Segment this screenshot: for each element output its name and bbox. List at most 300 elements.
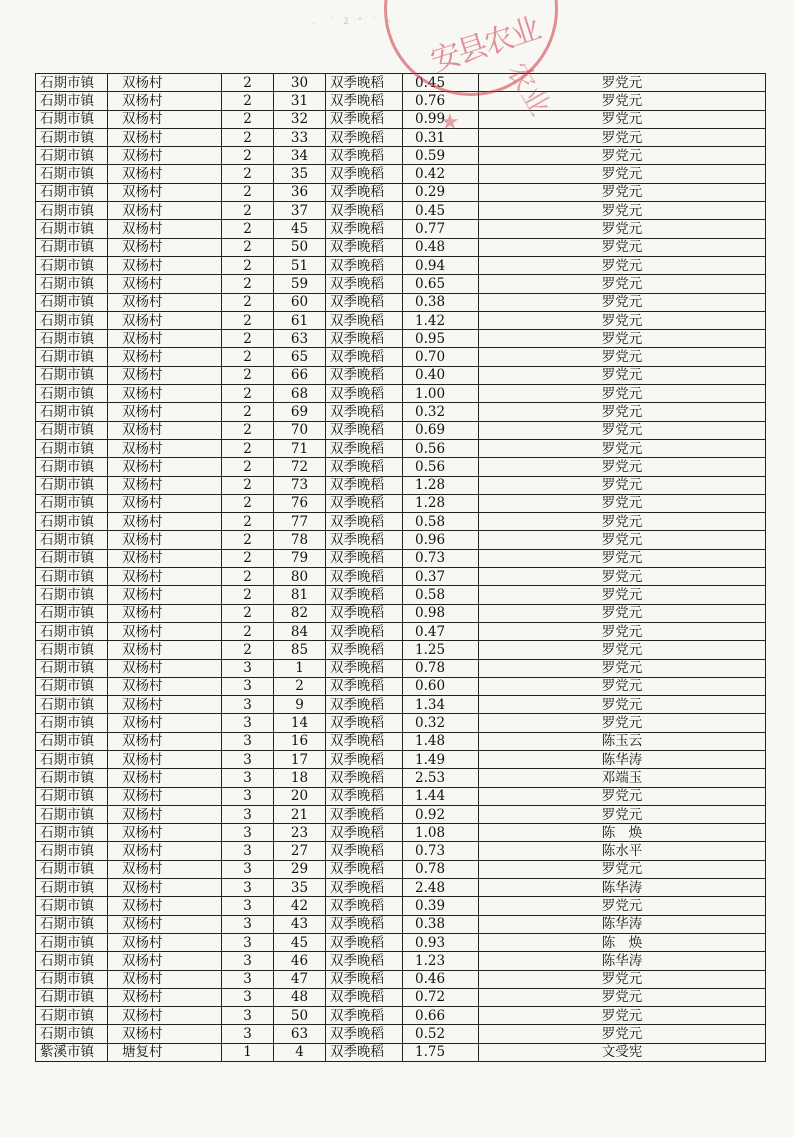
crop-type-cell: 双季晚稻 [326, 476, 403, 494]
crop-type-cell: 双季晚稻 [326, 494, 403, 512]
table-row [36, 732, 766, 750]
crop-type-cell: 双季晚稻 [326, 641, 403, 659]
owner-name-cell: 罗党元 [479, 403, 766, 421]
group-cell: 2 [222, 531, 274, 549]
village-cell: 双杨村 [108, 220, 222, 238]
area-cell: 0.77 [403, 220, 479, 238]
village-cell: 双杨村 [108, 275, 222, 293]
group-cell: 2 [222, 586, 274, 604]
plot-number-cell: 42 [274, 897, 326, 915]
table-row [36, 787, 766, 805]
owner-name-cell: 罗党元 [479, 860, 766, 878]
town-cell: 石期市镇 [36, 824, 108, 842]
town-cell: 石期市镇 [36, 421, 108, 439]
plot-number-cell: 16 [274, 732, 326, 750]
table-row [36, 385, 766, 403]
plot-number-cell: 36 [274, 183, 326, 201]
owner-name-cell: 罗党元 [479, 110, 766, 128]
area-cell: 0.99 [403, 110, 479, 128]
town-cell: 石期市镇 [36, 915, 108, 933]
plot-number-cell: 9 [274, 696, 326, 714]
owner-name-cell: 罗党元 [479, 659, 766, 677]
table-row [36, 970, 766, 988]
owner-name-cell: 罗党元 [479, 641, 766, 659]
town-cell: 紫溪市镇 [36, 1043, 108, 1061]
owner-name-cell: 罗党元 [479, 293, 766, 311]
crop-type-cell: 双季晚稻 [326, 915, 403, 933]
village-cell: 双杨村 [108, 366, 222, 384]
table-row [36, 915, 766, 933]
plot-number-cell: 79 [274, 549, 326, 567]
owner-name-cell: 罗党元 [479, 147, 766, 165]
group-cell: 3 [222, 1007, 274, 1025]
table-row [36, 641, 766, 659]
owner-name-cell: 罗党元 [479, 476, 766, 494]
table-row [36, 988, 766, 1006]
table-row [36, 696, 766, 714]
table-row [36, 622, 766, 640]
area-cell: 0.47 [403, 622, 479, 640]
table-row [36, 531, 766, 549]
table-row [36, 1007, 766, 1025]
plot-number-cell: 59 [274, 275, 326, 293]
group-cell: 2 [222, 348, 274, 366]
town-cell: 石期市镇 [36, 732, 108, 750]
town-cell: 石期市镇 [36, 641, 108, 659]
crop-type-cell: 双季晚稻 [326, 348, 403, 366]
town-cell: 石期市镇 [36, 860, 108, 878]
crop-type-cell: 双季晚稻 [326, 311, 403, 329]
group-cell: 3 [222, 915, 274, 933]
town-cell: 石期市镇 [36, 74, 108, 92]
owner-name-cell: 罗党元 [479, 677, 766, 695]
plot-number-cell: 17 [274, 750, 326, 768]
table-row [36, 238, 766, 256]
group-cell: 3 [222, 714, 274, 732]
town-cell: 石期市镇 [36, 385, 108, 403]
area-cell: 2.53 [403, 769, 479, 787]
owner-name-cell: 罗党元 [479, 568, 766, 586]
table-row [36, 897, 766, 915]
plot-number-cell: 85 [274, 641, 326, 659]
table-row [36, 1025, 766, 1043]
seal-text-secondary: 农业 [500, 56, 558, 122]
area-cell: 0.56 [403, 458, 479, 476]
plot-number-cell: 45 [274, 933, 326, 951]
village-cell: 双杨村 [108, 385, 222, 403]
table-row [36, 513, 766, 531]
town-cell: 石期市镇 [36, 933, 108, 951]
crop-registry-table [35, 73, 766, 1062]
owner-name-cell: 罗党元 [479, 787, 766, 805]
area-cell: 0.40 [403, 366, 479, 384]
village-cell: 双杨村 [108, 439, 222, 457]
plot-number-cell: 37 [274, 202, 326, 220]
crop-type-cell: 双季晚稻 [326, 74, 403, 92]
plot-number-cell: 78 [274, 531, 326, 549]
seal-star-icon: ★ [440, 110, 460, 135]
town-cell: 石期市镇 [36, 238, 108, 256]
table-row [36, 842, 766, 860]
village-cell: 双杨村 [108, 293, 222, 311]
owner-name-cell: 罗党元 [479, 1025, 766, 1043]
town-cell: 石期市镇 [36, 513, 108, 531]
area-cell: 1.48 [403, 732, 479, 750]
town-cell: 石期市镇 [36, 202, 108, 220]
crop-type-cell: 双季晚稻 [326, 732, 403, 750]
group-cell: 3 [222, 1025, 274, 1043]
area-cell: 0.45 [403, 202, 479, 220]
plot-number-cell: 73 [274, 476, 326, 494]
village-cell: 双杨村 [108, 330, 222, 348]
town-cell: 石期市镇 [36, 696, 108, 714]
crop-type-cell: 双季晚稻 [326, 842, 403, 860]
village-cell: 双杨村 [108, 421, 222, 439]
group-cell: 3 [222, 659, 274, 677]
crop-type-cell: 双季晚稻 [326, 879, 403, 897]
plot-number-cell: 82 [274, 604, 326, 622]
village-cell: 双杨村 [108, 586, 222, 604]
town-cell: 石期市镇 [36, 256, 108, 274]
area-cell: 2.48 [403, 879, 479, 897]
plot-number-cell: 43 [274, 915, 326, 933]
plot-number-cell: 71 [274, 439, 326, 457]
plot-number-cell: 51 [274, 256, 326, 274]
crop-type-cell: 双季晚稻 [326, 366, 403, 384]
table-row [36, 860, 766, 878]
area-cell: 0.52 [403, 1025, 479, 1043]
crop-type-cell: 双季晚稻 [326, 256, 403, 274]
crop-type-cell: 双季晚稻 [326, 769, 403, 787]
table-row [36, 128, 766, 146]
village-cell: 双杨村 [108, 74, 222, 92]
owner-name-cell: 罗党元 [479, 1007, 766, 1025]
village-cell: 双杨村 [108, 915, 222, 933]
town-cell: 石期市镇 [36, 92, 108, 110]
table-row [36, 1043, 766, 1061]
village-cell: 双杨村 [108, 659, 222, 677]
crop-type-cell: 双季晚稻 [326, 1043, 403, 1061]
table-row [36, 348, 766, 366]
plot-number-cell: 14 [274, 714, 326, 732]
table-row [36, 421, 766, 439]
crop-type-cell: 双季晚稻 [326, 220, 403, 238]
crop-type-cell: 双季晚稻 [326, 1025, 403, 1043]
crop-type-cell: 双季晚稻 [326, 549, 403, 567]
plot-number-cell: 20 [274, 787, 326, 805]
table-row [36, 549, 766, 567]
group-cell: 2 [222, 183, 274, 201]
village-cell: 双杨村 [108, 879, 222, 897]
owner-name-cell: 罗党元 [479, 897, 766, 915]
crop-type-cell: 双季晚稻 [326, 952, 403, 970]
town-cell: 石期市镇 [36, 476, 108, 494]
area-cell: 0.96 [403, 531, 479, 549]
table-row [36, 202, 766, 220]
town-cell: 石期市镇 [36, 842, 108, 860]
plot-number-cell: 4 [274, 1043, 326, 1061]
plot-number-cell: 35 [274, 165, 326, 183]
owner-name-cell: 罗党元 [479, 275, 766, 293]
group-cell: 3 [222, 879, 274, 897]
group-cell: 2 [222, 568, 274, 586]
table-row [36, 92, 766, 110]
owner-name-cell: 罗党元 [479, 74, 766, 92]
town-cell: 石期市镇 [36, 750, 108, 768]
crop-type-cell: 双季晚稻 [326, 677, 403, 695]
owner-name-cell: 陈水平 [479, 842, 766, 860]
group-cell: 3 [222, 787, 274, 805]
group-cell: 2 [222, 110, 274, 128]
group-cell: 2 [222, 513, 274, 531]
town-cell: 石期市镇 [36, 348, 108, 366]
crop-type-cell: 双季晚稻 [326, 421, 403, 439]
area-cell: 0.46 [403, 970, 479, 988]
owner-name-cell: 陈 焕 [479, 824, 766, 842]
town-cell: 石期市镇 [36, 165, 108, 183]
town-cell: 石期市镇 [36, 970, 108, 988]
area-cell: 1.75 [403, 1043, 479, 1061]
group-cell: 2 [222, 330, 274, 348]
area-cell: 0.94 [403, 256, 479, 274]
crop-type-cell: 双季晚稻 [326, 897, 403, 915]
group-cell: 2 [222, 293, 274, 311]
village-cell: 双杨村 [108, 110, 222, 128]
plot-number-cell: 70 [274, 421, 326, 439]
plot-number-cell: 63 [274, 1025, 326, 1043]
table-row [36, 750, 766, 768]
group-cell: 2 [222, 366, 274, 384]
plot-number-cell: 21 [274, 805, 326, 823]
area-cell: 0.29 [403, 183, 479, 201]
area-cell: 0.45 [403, 74, 479, 92]
town-cell: 石期市镇 [36, 311, 108, 329]
village-cell: 双杨村 [108, 622, 222, 640]
owner-name-cell: 陈 焕 [479, 933, 766, 951]
crop-type-cell: 双季晚稻 [326, 714, 403, 732]
village-cell: 双杨村 [108, 311, 222, 329]
table-row [36, 769, 766, 787]
town-cell: 石期市镇 [36, 659, 108, 677]
area-cell: 1.28 [403, 494, 479, 512]
group-cell: 2 [222, 622, 274, 640]
owner-name-cell: 罗党元 [479, 970, 766, 988]
group-cell: 2 [222, 92, 274, 110]
crop-type-cell: 双季晚稻 [326, 330, 403, 348]
group-cell: 2 [222, 476, 274, 494]
crop-type-cell: 双季晚稻 [326, 659, 403, 677]
group-cell: 2 [222, 403, 274, 421]
town-cell: 石期市镇 [36, 1025, 108, 1043]
area-cell: 1.00 [403, 385, 479, 403]
crop-type-cell: 双季晚稻 [326, 531, 403, 549]
town-cell: 石期市镇 [36, 586, 108, 604]
scan-header-mark: 、 ` 2 ° ´ ~ [312, 17, 396, 27]
group-cell: 3 [222, 933, 274, 951]
plot-number-cell: 69 [274, 403, 326, 421]
village-cell: 双杨村 [108, 787, 222, 805]
table-row [36, 568, 766, 586]
table-row [36, 586, 766, 604]
plot-number-cell: 35 [274, 879, 326, 897]
group-cell: 1 [222, 1043, 274, 1061]
group-cell: 2 [222, 458, 274, 476]
plot-number-cell: 29 [274, 860, 326, 878]
village-cell: 双杨村 [108, 568, 222, 586]
group-cell: 2 [222, 74, 274, 92]
group-cell: 2 [222, 385, 274, 403]
group-cell: 2 [222, 147, 274, 165]
plot-number-cell: 18 [274, 769, 326, 787]
town-cell: 石期市镇 [36, 769, 108, 787]
group-cell: 2 [222, 604, 274, 622]
group-cell: 3 [222, 897, 274, 915]
table-row [36, 183, 766, 201]
village-cell: 双杨村 [108, 842, 222, 860]
owner-name-cell: 陈华涛 [479, 750, 766, 768]
group-cell: 2 [222, 311, 274, 329]
table-row [36, 659, 766, 677]
table-row [36, 256, 766, 274]
owner-name-cell: 罗党元 [479, 549, 766, 567]
town-cell: 石期市镇 [36, 531, 108, 549]
crop-type-cell: 双季晚稻 [326, 183, 403, 201]
area-cell: 1.25 [403, 641, 479, 659]
crop-type-cell: 双季晚稻 [326, 293, 403, 311]
area-cell: 0.65 [403, 275, 479, 293]
village-cell: 双杨村 [108, 92, 222, 110]
area-cell: 0.42 [403, 165, 479, 183]
crop-type-cell: 双季晚稻 [326, 568, 403, 586]
group-cell: 3 [222, 970, 274, 988]
town-cell: 石期市镇 [36, 805, 108, 823]
town-cell: 石期市镇 [36, 568, 108, 586]
town-cell: 石期市镇 [36, 494, 108, 512]
crop-type-cell: 双季晚稻 [326, 860, 403, 878]
area-cell: 0.59 [403, 147, 479, 165]
plot-number-cell: 34 [274, 147, 326, 165]
village-cell: 双杨村 [108, 1025, 222, 1043]
village-cell: 双杨村 [108, 696, 222, 714]
area-cell: 0.72 [403, 988, 479, 1006]
crop-type-cell: 双季晚稻 [326, 128, 403, 146]
plot-number-cell: 77 [274, 513, 326, 531]
group-cell: 3 [222, 824, 274, 842]
crop-type-cell: 双季晚稻 [326, 238, 403, 256]
owner-name-cell: 罗党元 [479, 202, 766, 220]
crop-type-cell: 双季晚稻 [326, 147, 403, 165]
village-cell: 双杨村 [108, 805, 222, 823]
area-cell: 1.49 [403, 750, 479, 768]
owner-name-cell: 罗党元 [479, 256, 766, 274]
owner-name-cell: 罗党元 [479, 311, 766, 329]
group-cell: 2 [222, 439, 274, 457]
village-cell: 双杨村 [108, 677, 222, 695]
village-cell: 双杨村 [108, 897, 222, 915]
village-cell: 双杨村 [108, 988, 222, 1006]
village-cell: 双杨村 [108, 256, 222, 274]
area-cell: 1.42 [403, 311, 479, 329]
village-cell: 双杨村 [108, 970, 222, 988]
table-row [36, 933, 766, 951]
owner-name-cell: 罗党元 [479, 622, 766, 640]
area-cell: 1.28 [403, 476, 479, 494]
plot-number-cell: 80 [274, 568, 326, 586]
village-cell: 双杨村 [108, 458, 222, 476]
area-cell: 0.73 [403, 549, 479, 567]
group-cell: 3 [222, 769, 274, 787]
owner-name-cell: 罗党元 [479, 220, 766, 238]
owner-name-cell: 陈华涛 [479, 879, 766, 897]
crop-type-cell: 双季晚稻 [326, 988, 403, 1006]
plot-number-cell: 72 [274, 458, 326, 476]
plot-number-cell: 48 [274, 988, 326, 1006]
village-cell: 双杨村 [108, 732, 222, 750]
area-cell: 0.60 [403, 677, 479, 695]
town-cell: 石期市镇 [36, 897, 108, 915]
group-cell: 2 [222, 165, 274, 183]
owner-name-cell: 罗党元 [479, 238, 766, 256]
owner-name-cell: 罗党元 [479, 183, 766, 201]
plot-number-cell: 76 [274, 494, 326, 512]
village-cell: 双杨村 [108, 403, 222, 421]
crop-type-cell: 双季晚稻 [326, 970, 403, 988]
owner-name-cell: 罗党元 [479, 385, 766, 403]
town-cell: 石期市镇 [36, 330, 108, 348]
plot-number-cell: 84 [274, 622, 326, 640]
plot-number-cell: 1 [274, 659, 326, 677]
owner-name-cell: 罗党元 [479, 988, 766, 1006]
area-cell: 0.78 [403, 659, 479, 677]
town-cell: 石期市镇 [36, 604, 108, 622]
plot-number-cell: 30 [274, 74, 326, 92]
village-cell: 双杨村 [108, 476, 222, 494]
town-cell: 石期市镇 [36, 714, 108, 732]
town-cell: 石期市镇 [36, 988, 108, 1006]
area-cell: 0.95 [403, 330, 479, 348]
plot-number-cell: 60 [274, 293, 326, 311]
owner-name-cell: 罗党元 [479, 805, 766, 823]
owner-name-cell: 邓端玉 [479, 769, 766, 787]
area-cell: 0.98 [403, 604, 479, 622]
table-row [36, 74, 766, 92]
plot-number-cell: 27 [274, 842, 326, 860]
area-cell: 0.93 [403, 933, 479, 951]
area-cell: 0.58 [403, 586, 479, 604]
crop-type-cell: 双季晚稻 [326, 750, 403, 768]
village-cell: 双杨村 [108, 183, 222, 201]
owner-name-cell: 罗党元 [479, 330, 766, 348]
village-cell: 双杨村 [108, 604, 222, 622]
area-cell: 0.31 [403, 128, 479, 146]
owner-name-cell: 陈玉云 [479, 732, 766, 750]
owner-name-cell: 罗党元 [479, 92, 766, 110]
plot-number-cell: 50 [274, 1007, 326, 1025]
village-cell: 双杨村 [108, 769, 222, 787]
town-cell: 石期市镇 [36, 128, 108, 146]
area-cell: 0.32 [403, 403, 479, 421]
crop-type-cell: 双季晚稻 [326, 933, 403, 951]
group-cell: 2 [222, 494, 274, 512]
area-cell: 0.38 [403, 293, 479, 311]
owner-name-cell: 罗党元 [479, 714, 766, 732]
village-cell: 双杨村 [108, 750, 222, 768]
table-row [36, 330, 766, 348]
crop-type-cell: 双季晚稻 [326, 458, 403, 476]
owner-name-cell: 罗党元 [479, 421, 766, 439]
group-cell: 2 [222, 238, 274, 256]
crop-type-cell: 双季晚稻 [326, 439, 403, 457]
